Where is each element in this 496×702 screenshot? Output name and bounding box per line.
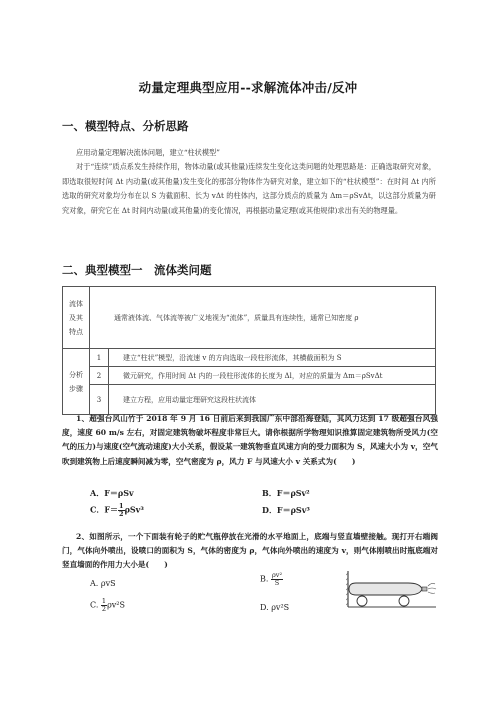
step-text: 建立“柱状”模型，沿流速 v 的方向选取一段柱形流体，其横截面积为 S bbox=[109, 349, 436, 367]
step-text: 微元研究，作用时间 Δt 内的一段柱形流体的长度为 Δl，对应的质量为 Δm＝ρSvΔt bbox=[109, 367, 436, 385]
section1-body bbox=[62, 146, 436, 218]
q1-option-c-suffix: ρSv³ bbox=[124, 504, 144, 515]
q2-option-b-prefix: B. bbox=[260, 574, 271, 584]
page-title: 动量定理典型应用--求解流体冲击/反冲 bbox=[138, 80, 358, 95]
fraction-denominator: 2 bbox=[101, 605, 107, 613]
method-table bbox=[62, 286, 436, 415]
question-2-text: 2、如图所示，一个下面装有轮子的贮气瓶停放在光滑的水平地面上，底端与竖直墙壁接触。现打开右端阀门，气体向外喷出，设喷口的面积为 S，气体的密度为 ρ，气体向外喷出的速度为 v，则气体刚喷出时瓶底端对竖直墙面的作用力大小是( ) bbox=[62, 532, 438, 570]
step-text: 建立方程，应用动量定理研究这段柱状流体 bbox=[109, 385, 436, 415]
gas-bottle-body bbox=[349, 583, 422, 595]
section1-para2: 对于“连续”质点系发生持续作用，物体动量(或其他量)连续发生变化这类问题的处理思路是：正确选取研究对象，即选取很短时间 Δt 内动量(或其他量)发生变化的那部分物体作为研究对象，建立如下的“柱状模型”：在时间 Δt 内所选取的研究对象均分布在以 S 为截面积、长为 vΔt 的柱体内，这部分质点的质量为 Δm＝ρSvΔt，以这部分质量为研究对象，研究它在 Δt 时间内动量(或其他量)的变化情况，再根据动量定理(或其他规律)求出有关的物理量。 bbox=[62, 162, 436, 215]
q2-option-b bbox=[260, 572, 283, 587]
gas-bottle-figure bbox=[346, 569, 438, 611]
step-number: 1 bbox=[90, 349, 109, 367]
gas-jet bbox=[428, 583, 436, 593]
section2-heading: 二、典型模型一 流体类问题 bbox=[62, 263, 212, 277]
q1-option-d: D．F＝ρSv³ bbox=[262, 505, 310, 515]
q1-option-b: B．F＝ρSv² bbox=[262, 488, 310, 498]
q1-option-a: A．F＝ρSv bbox=[90, 488, 134, 498]
question-2-stem bbox=[62, 530, 438, 573]
question-1-stem bbox=[62, 412, 438, 469]
fraction-denominator: 2 bbox=[119, 510, 124, 518]
table-head-fluid: 流体及其特点 bbox=[63, 287, 90, 349]
fraction-numerator: ρv² bbox=[271, 571, 283, 579]
q1-option-c-prefix: C．F＝ bbox=[90, 504, 119, 515]
q2-option-a: A. ρvS bbox=[90, 579, 116, 588]
table-head-steps: 分析步骤 bbox=[63, 349, 90, 415]
fraction-denominator: S bbox=[274, 579, 280, 587]
wheel-left bbox=[357, 596, 367, 606]
section1-heading: 一、模型特点、分析思路 bbox=[62, 119, 189, 133]
q1-option-c bbox=[90, 503, 144, 518]
fraction-numerator: 1 bbox=[119, 502, 124, 510]
table-cell-fluid-desc: 通常液体流、气体流等被广义地视为“流体”，质量具有连续性，通常已知密度 ρ bbox=[90, 287, 436, 349]
step-number: 3 bbox=[90, 385, 109, 415]
question-1-text: 1、超强台风山竹于 2018 年 9 月 16 日前后来到我国广东中部沿海登陆，其风力达到 17 级超强台风强度，速度 60 m/s 左右，对固定建筑物破坏程度非常巨大。请你根据所学物理知识推算固定建筑物所受风力(空气的压力)与速度(空气流动速度)大小关系，假设某一建筑物垂直风速方向的受力面积为 S，风速大小为 v，空气吹到建筑物上后速度瞬间减为零，空气密度为 ρ，风力 F 与风速大小 v 关系式为( ) bbox=[62, 414, 438, 466]
valve bbox=[422, 587, 427, 591]
step-number: 2 bbox=[90, 367, 109, 385]
q2-option-c-suffix: ρv²S bbox=[107, 600, 125, 610]
fraction-numerator: 1 bbox=[101, 597, 107, 605]
q2-option-d: D. ρv²S bbox=[260, 603, 290, 612]
q2-option-c bbox=[90, 598, 125, 613]
wheel-right bbox=[399, 596, 409, 606]
section1-para1: 应用动量定理解决流体问题，建立“柱状模型” bbox=[76, 148, 220, 157]
q2-option-c-prefix: C. bbox=[90, 600, 101, 610]
q2-option-b-fraction bbox=[271, 572, 283, 587]
